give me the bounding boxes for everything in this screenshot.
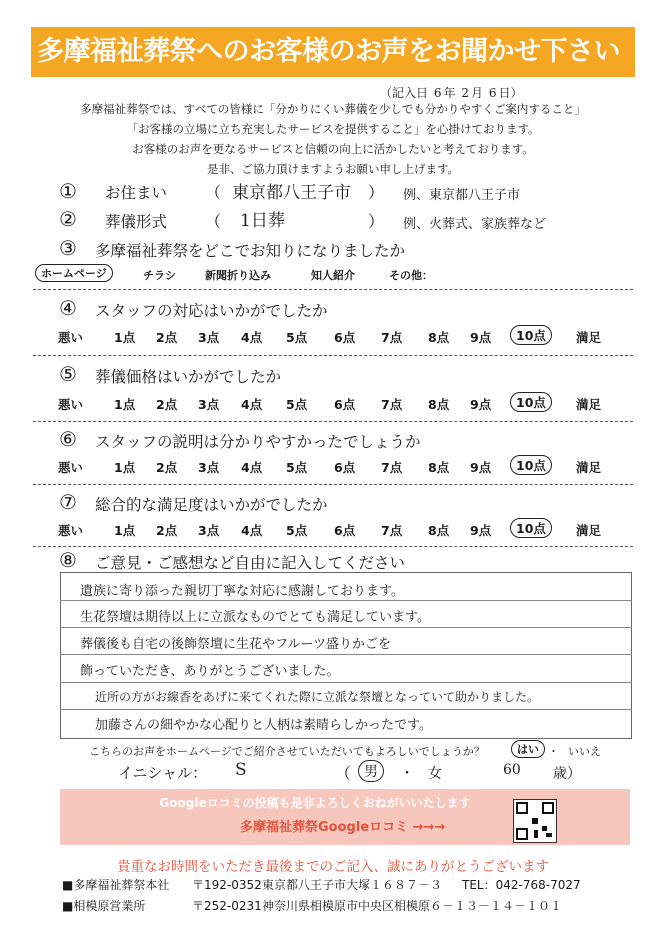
hq-address: 東京都八王子市大塚１６８７－３ <box>262 878 443 892</box>
comment-line-6: 加藤さんの細やかな心配りと人柄は素晴らしかったです。 <box>95 718 432 733</box>
q6-number: ⑥ <box>59 427 77 451</box>
scale-satisfied-label: 満足 <box>576 330 602 345</box>
google-review-link[interactable]: 多摩福祉葬祭Googleロコミ →→→ <box>240 820 446 835</box>
scale-4[interactable]: 4点 <box>241 397 263 412</box>
intro-line-1: 多摩福祉葬祭では、すべての皆様に「分かりにくい葬儀を少しでも分かりやすくご案内すること」 <box>80 102 586 116</box>
intro-line-4: 是非、ご協力頂けますようお願い申し上げます。 <box>206 162 460 176</box>
divider <box>33 289 633 290</box>
q3-option-referral[interactable]: 知人紹介 <box>311 269 355 282</box>
scale-9[interactable]: 9点 <box>470 330 492 345</box>
gender-separator: ・ <box>400 766 414 782</box>
scale-7[interactable]: 7点 <box>381 330 403 345</box>
q3-option-newspaper[interactable]: 新聞折り込み <box>205 269 271 282</box>
scale-bad-label: 悪い <box>58 460 84 475</box>
scale-5[interactable]: 5点 <box>286 523 308 538</box>
scale-7[interactable]: 7点 <box>381 397 403 412</box>
q6-scale <box>58 458 608 478</box>
hq-name: ■多摩福祉葬祭本社 <box>62 878 170 892</box>
scale-6[interactable]: 6点 <box>334 523 356 538</box>
scale-5[interactable]: 5点 <box>286 397 308 412</box>
comment-line-5: 近所の方がお線香をあげに来てくれた際に立派な祭壇となっていて助かりました。 <box>95 690 540 704</box>
q7-label: 総合的な満足度はいかがでしたか <box>95 496 328 514</box>
scale-4[interactable]: 4点 <box>241 523 263 538</box>
scale-3[interactable]: 3点 <box>198 330 220 345</box>
scale-2[interactable]: 2点 <box>156 330 178 345</box>
q2-answer[interactable]: 1日葬 <box>240 211 285 231</box>
gender-open-paren: （ <box>335 764 352 783</box>
q2-example: 例、火葬式、家族葬など <box>403 217 547 232</box>
q4-label: スタッフの対応はいかがでしたか <box>95 302 328 320</box>
scale-9[interactable]: 9点 <box>470 460 492 475</box>
age-value[interactable]: 60 <box>503 762 521 778</box>
q4-scale <box>58 328 608 348</box>
divider <box>33 546 633 547</box>
scale-3[interactable]: 3点 <box>198 397 220 412</box>
page-title: 多摩福祉葬祭へのお客様のお声をお聞かせ下さい <box>37 36 620 67</box>
scale-10-selected[interactable]: 10点 <box>510 518 552 538</box>
branch-zip: 〒252-0231 <box>192 899 262 913</box>
divider <box>33 421 633 422</box>
entry-date <box>380 84 522 101</box>
scale-5[interactable]: 5点 <box>286 460 308 475</box>
q8-label: ご意見・ご感想など自由に記入してください <box>95 554 406 572</box>
comment-rule <box>60 627 632 628</box>
consent-separator: ・ <box>548 745 559 758</box>
comment-rule <box>60 654 632 655</box>
divider <box>33 355 633 356</box>
scale-4[interactable]: 4点 <box>241 460 263 475</box>
scale-1[interactable]: 1点 <box>114 523 136 538</box>
comment-rule <box>60 682 632 683</box>
branch-address: 神奈川県相模原市中央区相模原６－１３－１４－１０１ <box>262 899 563 913</box>
gender-female[interactable]: 女 <box>428 766 442 782</box>
scale-bad-label: 悪い <box>58 523 84 538</box>
date-day-unit: 日） <box>498 86 523 100</box>
scale-satisfied-label: 満足 <box>576 397 602 412</box>
q4-number: ④ <box>59 296 77 320</box>
q5-label: 葬儀価格はいかがでしたか <box>95 368 282 386</box>
date-month-unit: 月 <box>470 86 483 100</box>
title-banner <box>31 27 635 77</box>
date-year: 6 <box>433 86 442 100</box>
scale-6[interactable]: 6点 <box>334 330 356 345</box>
initial-value[interactable]: S <box>235 760 247 780</box>
q2-close-paren: ） <box>368 212 385 231</box>
hq-zip: 〒192-0352 <box>192 878 262 892</box>
scale-2[interactable]: 2点 <box>156 460 178 475</box>
hq-phone[interactable]: TEL：042-768-7027 <box>462 878 581 892</box>
scale-bad-label: 悪い <box>58 330 84 345</box>
q3-option-other[interactable]: その他： <box>389 269 433 282</box>
q8-number: ⑧ <box>59 548 77 572</box>
comment-line-2: 生花祭壇は期待以上に立派なものでとても満足しています。 <box>80 610 430 625</box>
date-year-unit: 年 <box>443 86 456 100</box>
google-review-request: Googleロコミの投稿も是非よろしくおねがいいたします <box>159 796 471 810</box>
intro-line-2: 「お客様の立場に立ち充実したサービスを提供すること」を心掛けております。 <box>126 122 540 136</box>
comment-rule <box>60 709 632 710</box>
comment-rule <box>60 600 632 601</box>
scale-10-selected[interactable]: 10点 <box>510 455 552 475</box>
scale-bad-label: 悪い <box>58 397 84 412</box>
q7-scale <box>58 521 608 541</box>
scale-5[interactable]: 5点 <box>286 330 308 345</box>
scale-3[interactable]: 3点 <box>198 460 220 475</box>
scale-1[interactable]: 1点 <box>114 397 136 412</box>
q1-close-paren: ） <box>368 183 385 202</box>
scale-1[interactable]: 1点 <box>114 330 136 345</box>
scale-satisfied-label: 満足 <box>576 460 602 475</box>
comment-line-1: 遺族に寄り添った親切丁寧な対応に感謝しております。 <box>80 584 404 599</box>
scale-10-selected[interactable]: 10点 <box>510 392 552 412</box>
q1-open-paren: （ <box>205 183 222 202</box>
scale-8[interactable]: 8点 <box>428 523 450 538</box>
q5-number: ⑤ <box>59 362 77 386</box>
qr-code-icon[interactable] <box>513 799 557 843</box>
q2-open-paren: （ <box>205 212 222 231</box>
q2-label: 葬儀形式 <box>105 213 168 231</box>
scale-satisfied-label: 満足 <box>576 523 602 538</box>
q6-label: スタッフの説明は分かりやすかったでしょうか <box>95 433 421 451</box>
divider <box>33 484 633 485</box>
date-month: 2 <box>461 86 469 100</box>
q3-number: ③ <box>59 236 77 260</box>
scale-1[interactable]: 1点 <box>114 460 136 475</box>
scale-2[interactable]: 2点 <box>156 523 178 538</box>
scale-9[interactable]: 9点 <box>470 397 492 412</box>
date-label: （記入日 <box>380 86 429 100</box>
scale-4[interactable]: 4点 <box>241 330 263 345</box>
scale-3[interactable]: 3点 <box>198 523 220 538</box>
comment-line-4: 飾っていただき、ありがとうございました。 <box>80 664 340 679</box>
q1-example: 例、東京都八王子市 <box>403 188 521 203</box>
scale-6[interactable]: 6点 <box>334 397 356 412</box>
scale-7[interactable]: 7点 <box>381 523 403 538</box>
q1-answer[interactable]: 東京都八王子市 <box>232 183 351 203</box>
initial-label: イニシャル： <box>118 764 208 782</box>
thanks-message: 貴重なお時間をいただき最後までのご記入、誠にありがとうございます <box>117 859 549 875</box>
consent-no[interactable]: いいえ <box>568 745 601 758</box>
q1-number: ① <box>59 179 77 203</box>
scale-7[interactable]: 7点 <box>381 460 403 475</box>
comment-line-3: 葬儀後も自宅の後飾祭壇に生花やフルーツ盛りかごを <box>80 637 391 652</box>
gender-male-selected[interactable]: 男 <box>358 760 384 782</box>
age-unit: 歳） <box>553 766 581 782</box>
scale-6[interactable]: 6点 <box>334 460 356 475</box>
q3-option-flyer[interactable]: チラシ <box>143 269 176 282</box>
intro-line-3: お客様のお声を更なるサービスと信頼の向上に活かしたいと考えております。 <box>132 142 534 156</box>
q5-scale <box>58 395 608 415</box>
scale-8[interactable]: 8点 <box>428 397 450 412</box>
scale-8[interactable]: 8点 <box>428 460 450 475</box>
q7-number: ⑦ <box>59 490 77 514</box>
scale-8[interactable]: 8点 <box>428 330 450 345</box>
q3-label: 多摩福祉葬祭をどこでお知りになりましたか <box>95 242 406 260</box>
branch-name: ■相模原営業所 <box>62 899 146 913</box>
q2-number: ② <box>59 207 77 231</box>
q3-option-homepage-selected[interactable]: ホームページ <box>35 264 113 282</box>
scale-10-selected[interactable]: 10点 <box>510 325 552 345</box>
scale-9[interactable]: 9点 <box>470 523 492 538</box>
scale-2[interactable]: 2点 <box>156 397 178 412</box>
consent-yes-selected[interactable]: はい <box>511 740 545 758</box>
consent-question: こちらのお声をホームページでご紹介させていただいてもよろしいでしょうか？ <box>89 745 485 758</box>
q1-label: お住まい <box>105 184 168 202</box>
date-day: 6 <box>488 86 497 100</box>
